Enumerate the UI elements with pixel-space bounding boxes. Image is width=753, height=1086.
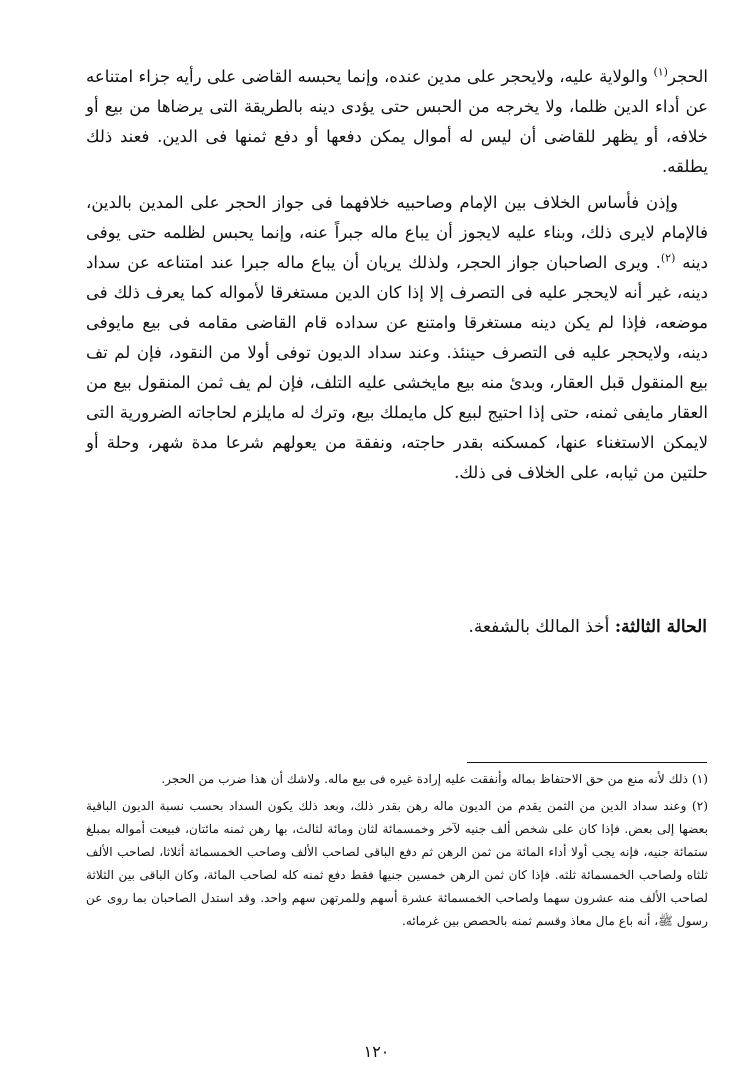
section-heading (468, 612, 707, 642)
footnotes (86, 768, 708, 937)
footnote-2: (٢) وعند سداد الدين من الثمن يقدم من الديون ماله رهن بقدر ذلك، وبعد ذلك يكون السداد بحسب نسبة الديون الباقية بعضها إلى بعض. فإذا كان على شخص ألف جنيه لآخر وخمسمائة لثان ومائة لثالث، بها رهن ثمنه مائتان، فبيعت أمواله بمبلغ ستمائة جنيه، فإنه يجب أولا أداء المائة من ثمن الرهن ثم دفع الباقى لصاحب الألف وصاحب الخمسمائة أثلاثا، لصاحب الألف ثلثاه ولصاحب الخمسمائة ثلثه. فإذا كان ثمن الرهن خمسين جنيها فقط دفع ثمنه كله لصاحب المائة، وكان الباقى بين الثلاثة لصاحب الألف منه عشرون سهما ولصاحب الخمسمائة عشرة أسهم وللمرتهن سهم واحد. وقد استدل الصاحبان بما روى عن رسول ﷺ، أنه باع مال معاذ وقسم ثمنه بالحصص بين غرمائه. (86, 799, 708, 928)
paragraph-2-part-1: وإذن فأساس الخلاف بين الإمام وصاحبيه خلافهما فى جواز الحجر على المدين بالدين، فالإمام لايرى ذلك، وبناء عليه لايجوز أن يباع ماله جبراً عنه، وإنما يحبس لظلمه حتى يوفى دينه (86, 193, 708, 272)
page-number: ١٢٠ (363, 1042, 390, 1061)
paragraph-1 (86, 62, 708, 182)
footnote-ref-2[interactable]: (٢) (660, 251, 676, 265)
footnote-ref-1[interactable]: (١) (653, 65, 668, 79)
section-heading-label: الحالة الثالثة: (614, 617, 707, 637)
main-text (86, 62, 708, 488)
paragraph-1-part-1: الحجر (667, 67, 708, 86)
section-heading-text: أخذ المالك بالشفعة. (468, 617, 615, 637)
footnote-divider (467, 762, 707, 763)
paragraph-2-part-2: . ويرى الصاحبان جواز الحجر، ولذلك يريان أن يباع ماله جبرا عند امتناعه عن سداد دينه، غير أنه لايحجر عليه فى التصرف إلا إذا كان الدين مستغرقا لأمواله كما يعرف ذلك فى موضعه، فإذا لم يكن دينه مستغرقا وامتنع عن سداده قام القاضى مقامه فى بيع مايوفى دينه، ولايحجر عليه فى التصرف حينئذ. وعند سداد الديون توفى أولا من النقود، فإن لم تف بيع المنقول قبل العقار، وبدئ منه بيع مايخشى عليه التلف، فإن لم يف ثمن المنقول بيع من العقار مايفى ثمنه، حتى إذا احتيج لبيع كل مايملك بيع، وترك له مايلزم لحاجاته الضرورية التى لايمكن الاستغناء عنها، كمسكنه بقدر حاجته، ونفقة من يعولهم شرعا مدة شهر، وحلة أو حلتين من ثيابه، على الخلاف فى ذلك. (86, 253, 708, 482)
paragraph-2 (86, 188, 708, 488)
footnote-1: (١) ذلك لأنه منع من حق الاحتفاظ بماله وأنفقت عليه إرادة غيره فى بيع ماله. ولاشك أن هذا ضرب من الحجر. (161, 772, 708, 786)
paragraph-1-part-2: والولاية عليه، ولايحجر على مدين عنده، وإنما يحبسه القاضى على رأيه جزاء امتناعه عن أداء الدين ظلما، ولا يخرجه من الحبس حتى يؤدى دينه بالطريقة التى يرضاها من بيع أو خلافه، أو يظهر للقاضى أن ليس له أموال يمكن دفعها أو دفع ثمنها فى الدين. فعند ذلك يطلقه. (86, 67, 708, 176)
